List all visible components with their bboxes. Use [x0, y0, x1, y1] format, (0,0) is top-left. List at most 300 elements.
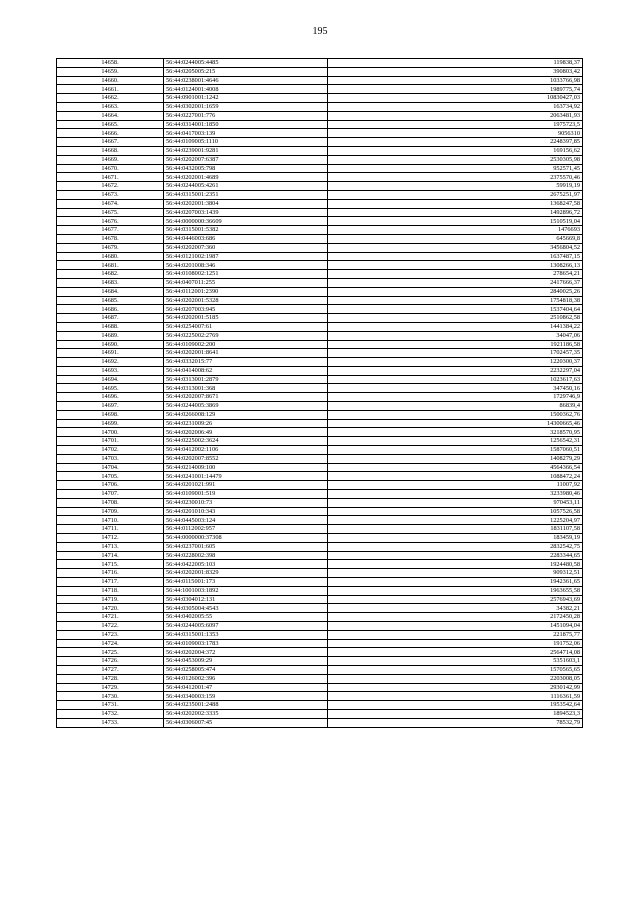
table-row — [57, 305, 583, 314]
cadastral-number-cell: 56:44:0314001:1850 — [164, 120, 328, 129]
table-row — [57, 569, 583, 578]
row-number-cell: 14713. — [57, 542, 164, 551]
cadastral-number-cell: 56:44:0112001:2390 — [164, 287, 328, 296]
table-row — [57, 718, 583, 727]
table-row — [57, 146, 583, 155]
row-number-cell: 14728. — [57, 674, 164, 683]
table-row — [57, 622, 583, 631]
row-number-cell: 14662. — [57, 94, 164, 103]
row-number-cell: 14717. — [57, 578, 164, 587]
cadastral-number-cell: 56:44:0302001:1659 — [164, 102, 328, 111]
cadastral-value-cell: 1942361,65 — [328, 578, 583, 587]
cadastral-number-cell: 56:44:0108002:1251 — [164, 270, 328, 279]
row-number-cell: 14708. — [57, 498, 164, 507]
table-row — [57, 525, 583, 534]
cadastral-value-cell: 909312,51 — [328, 569, 583, 578]
table-row — [57, 120, 583, 129]
cadastral-number-cell: 56:44:0306007:45 — [164, 718, 328, 727]
row-number-cell: 14658. — [57, 59, 164, 68]
row-number-cell: 14696. — [57, 393, 164, 402]
cadastral-value-cell: 3218570,95 — [328, 428, 583, 437]
cadastral-number-cell: 56:44:0407011:255 — [164, 278, 328, 287]
cadastral-value-cell: 390803,42 — [328, 67, 583, 76]
cadastral-value-cell: 1953542,64 — [328, 701, 583, 710]
cadastral-value-cell: 2564714,08 — [328, 648, 583, 657]
cadastral-value-cell: 2510862,58 — [328, 314, 583, 323]
cadastral-value-cell: 2930142,99 — [328, 683, 583, 692]
cadastral-number-cell: 56:44:0417003:139 — [164, 129, 328, 138]
cadastral-value-cell: 1989775,74 — [328, 85, 583, 94]
cadastral-number-cell: 56:44:0225002:3624 — [164, 437, 328, 446]
table-row — [57, 155, 583, 164]
cadastral-value-cell: 2283344,65 — [328, 551, 583, 560]
table-row — [57, 692, 583, 701]
cadastral-value-cell: 1921186,58 — [328, 340, 583, 349]
row-number-cell: 14681. — [57, 261, 164, 270]
table-row — [57, 340, 583, 349]
row-number-cell: 14667. — [57, 138, 164, 147]
cadastral-number-cell: 56:44:0126002:396 — [164, 674, 328, 683]
row-number-cell: 14724. — [57, 639, 164, 648]
row-number-cell: 14701. — [57, 437, 164, 446]
cadastral-value-cell: 1116361,59 — [328, 692, 583, 701]
row-number-cell: 14732. — [57, 709, 164, 718]
table-row — [57, 164, 583, 173]
cadastral-value-cell: 59919,19 — [328, 182, 583, 191]
cadastral-value-cell: 34382,21 — [328, 604, 583, 613]
table-row — [57, 586, 583, 595]
row-number-cell: 14679. — [57, 243, 164, 252]
cadastral-value-cell: 645669,8 — [328, 234, 583, 243]
cadastral-number-cell: 56:44:0202007:8671 — [164, 393, 328, 402]
cadastral-number-cell: 56:44:0124001:4008 — [164, 85, 328, 94]
cadastral-number-cell: 56:44:0422005:103 — [164, 560, 328, 569]
cadastral-value-cell: 1729746,9 — [328, 393, 583, 402]
row-number-cell: 14673. — [57, 190, 164, 199]
cadastral-number-cell: 56:44:0202006:49 — [164, 428, 328, 437]
row-number-cell: 14705. — [57, 472, 164, 481]
cadastral-value-cell: 3233980,46 — [328, 490, 583, 499]
cadastral-number-cell: 56:44:0304012:131 — [164, 595, 328, 604]
row-number-cell: 14666. — [57, 129, 164, 138]
cadastral-number-cell: 56:44:0332015:77 — [164, 358, 328, 367]
cadastral-number-cell: 56:44:0000000:36609 — [164, 217, 328, 226]
table-row — [57, 630, 583, 639]
cadastral-value-cell: 2576943,69 — [328, 595, 583, 604]
cadastral-number-cell: 56:44:0315001:5382 — [164, 226, 328, 235]
row-number-cell: 14670. — [57, 164, 164, 173]
cadastral-value-cell: 169156,62 — [328, 146, 583, 155]
cadastral-value-cell: 1537404,64 — [328, 305, 583, 314]
row-number-cell: 14659. — [57, 67, 164, 76]
cadastral-value-cell: 78532,79 — [328, 718, 583, 727]
cadastral-value-cell: 1587060,51 — [328, 446, 583, 455]
row-number-cell: 14661. — [57, 85, 164, 94]
cadastral-number-cell: 56:44:0254007:61 — [164, 322, 328, 331]
cadastral-number-cell: 56:44:0202001:8329 — [164, 569, 328, 578]
cadastral-value-cell: 1408279,29 — [328, 454, 583, 463]
cadastral-value-cell: 1975723,5 — [328, 120, 583, 129]
row-number-cell: 14689. — [57, 331, 164, 340]
cadastral-number-cell: 56:44:0202004:372 — [164, 648, 328, 657]
table-row — [57, 402, 583, 411]
row-number-cell: 14687. — [57, 314, 164, 323]
table-row — [57, 410, 583, 419]
cadastral-value-cell: 1220300,37 — [328, 358, 583, 367]
row-number-cell: 14682. — [57, 270, 164, 279]
table-row — [57, 314, 583, 323]
row-number-cell: 14663. — [57, 102, 164, 111]
row-number-cell: 14660. — [57, 76, 164, 85]
row-number-cell: 14688. — [57, 322, 164, 331]
cadastral-value-cell: 1963655,58 — [328, 586, 583, 595]
cadastral-value-cell: 1924480,58 — [328, 560, 583, 569]
cadastral-value-cell: 2417666,37 — [328, 278, 583, 287]
cadastral-value-cell: 1831107,58 — [328, 525, 583, 534]
cadastral-number-cell: 56:44:0201008:346 — [164, 261, 328, 270]
table-row — [57, 322, 583, 331]
table-row — [57, 507, 583, 516]
cadastral-value-cell: 1702457,35 — [328, 349, 583, 358]
table-row — [57, 217, 583, 226]
cadastral-number-cell: 56:44:0266008:129 — [164, 410, 328, 419]
cadastral-value-cell: 2375570,46 — [328, 173, 583, 182]
cadastral-value-cell: 3456804,52 — [328, 243, 583, 252]
row-number-cell: 14731. — [57, 701, 164, 710]
row-number-cell: 14665. — [57, 120, 164, 129]
row-number-cell: 14709. — [57, 507, 164, 516]
cadastral-number-cell: 56:44:0109005:1110 — [164, 138, 328, 147]
cadastral-value-cell: 2832542,75 — [328, 542, 583, 551]
cadastral-number-cell: 56:44:0412001:47 — [164, 683, 328, 692]
cadastral-value-cell: 1492896,72 — [328, 208, 583, 217]
row-number-cell: 14691. — [57, 349, 164, 358]
cadastral-value-cell: 2840025,26 — [328, 287, 583, 296]
table-row — [57, 613, 583, 622]
cadastral-value-cell: 9056310 — [328, 129, 583, 138]
row-number-cell: 14698. — [57, 410, 164, 419]
registry-table-body — [57, 59, 583, 728]
table-row — [57, 534, 583, 543]
table-row — [57, 701, 583, 710]
cadastral-number-cell: 56:44:0238001:4646 — [164, 76, 328, 85]
cadastral-value-cell: 1476693 — [328, 226, 583, 235]
cadastral-value-cell: 163734,92 — [328, 102, 583, 111]
cadastral-value-cell: 10830427,03 — [328, 94, 583, 103]
cadastral-value-cell: 2675251,97 — [328, 190, 583, 199]
cadastral-value-cell: 1256542,31 — [328, 437, 583, 446]
table-row — [57, 542, 583, 551]
cadastral-number-cell: 56:44:0244005:3869 — [164, 402, 328, 411]
cadastral-value-cell: 347450,16 — [328, 384, 583, 393]
cadastral-value-cell: 278654,21 — [328, 270, 583, 279]
cadastral-number-cell: 56:44:0202007:360 — [164, 243, 328, 252]
table-row — [57, 270, 583, 279]
table-row — [57, 296, 583, 305]
row-number-cell: 14727. — [57, 665, 164, 674]
cadastral-number-cell: 56:44:0225002:2769 — [164, 331, 328, 340]
cadastral-number-cell: 56:44:0109003:1783 — [164, 639, 328, 648]
cadastral-number-cell: 56:44:0315001:2351 — [164, 190, 328, 199]
row-number-cell: 14676. — [57, 217, 164, 226]
table-row — [57, 261, 583, 270]
cadastral-value-cell: 970453,11 — [328, 498, 583, 507]
row-number-cell: 14674. — [57, 199, 164, 208]
row-number-cell: 14704. — [57, 463, 164, 472]
table-row — [57, 490, 583, 499]
table-row — [57, 278, 583, 287]
table-row — [57, 560, 583, 569]
cadastral-value-cell: 1368247,58 — [328, 199, 583, 208]
cadastral-number-cell: 56:44:0231009:26 — [164, 419, 328, 428]
table-row — [57, 463, 583, 472]
table-row — [57, 648, 583, 657]
table-row — [57, 59, 583, 68]
row-number-cell: 14719. — [57, 595, 164, 604]
cadastral-value-cell: 4564366,54 — [328, 463, 583, 472]
table-row — [57, 243, 583, 252]
table-row — [57, 639, 583, 648]
cadastral-number-cell: 56:44:0109001:519 — [164, 490, 328, 499]
cadastral-value-cell: 2530305,98 — [328, 155, 583, 164]
cadastral-number-cell: 56:44:0202002:3335 — [164, 709, 328, 718]
cadastral-number-cell: 56:44:0227001:776 — [164, 111, 328, 120]
row-number-cell: 14695. — [57, 384, 164, 393]
row-number-cell: 14703. — [57, 454, 164, 463]
row-number-cell: 14699. — [57, 419, 164, 428]
row-number-cell: 14671. — [57, 173, 164, 182]
table-row — [57, 551, 583, 560]
cadastral-number-cell: 56:44:0901001:1242 — [164, 94, 328, 103]
row-number-cell: 14697. — [57, 402, 164, 411]
cadastral-number-cell: 56:44:0412002:1106 — [164, 446, 328, 455]
row-number-cell: 14683. — [57, 278, 164, 287]
cadastral-number-cell: 56:44:0244005:4261 — [164, 182, 328, 191]
table-row — [57, 111, 583, 120]
row-number-cell: 14677. — [57, 226, 164, 235]
table-row — [57, 199, 583, 208]
cadastral-number-cell: 56:44:0201010:343 — [164, 507, 328, 516]
row-number-cell: 14690. — [57, 340, 164, 349]
table-row — [57, 446, 583, 455]
cadastral-number-cell: 56:44:0241001:14479 — [164, 472, 328, 481]
row-number-cell: 14694. — [57, 375, 164, 384]
table-row — [57, 472, 583, 481]
cadastral-number-cell: 56:44:0402005:55 — [164, 613, 328, 622]
cadastral-number-cell: 56:44:0214009:100 — [164, 463, 328, 472]
row-number-cell: 14720. — [57, 604, 164, 613]
row-number-cell: 14668. — [57, 146, 164, 155]
table-row — [57, 683, 583, 692]
row-number-cell: 14686. — [57, 305, 164, 314]
table-row — [57, 384, 583, 393]
table-row — [57, 102, 583, 111]
cadastral-value-cell: 11007,92 — [328, 481, 583, 490]
row-number-cell: 14722. — [57, 622, 164, 631]
table-row — [57, 498, 583, 507]
cadastral-value-cell: 1894523,3 — [328, 709, 583, 718]
table-row — [57, 709, 583, 718]
cadastral-value-cell: 2203008,05 — [328, 674, 583, 683]
table-row — [57, 138, 583, 147]
cadastral-number-cell: 56:44:0244005:4485 — [164, 59, 328, 68]
table-row — [57, 67, 583, 76]
cadastral-number-cell: 56:44:0115001:173 — [164, 578, 328, 587]
cadastral-number-cell: 56:44:0230010:73 — [164, 498, 328, 507]
row-number-cell: 14684. — [57, 287, 164, 296]
table-row — [57, 287, 583, 296]
cadastral-value-cell: 1510519,04 — [328, 217, 583, 226]
row-number-cell: 14672. — [57, 182, 164, 191]
table-row — [57, 674, 583, 683]
cadastral-number-cell: 56:44:0305004:4543 — [164, 604, 328, 613]
row-number-cell: 14707. — [57, 490, 164, 499]
cadastral-value-cell: 191752,06 — [328, 639, 583, 648]
cadastral-number-cell: 56:44:1001003:1892 — [164, 586, 328, 595]
cadastral-value-cell: 1451094,04 — [328, 622, 583, 631]
row-number-cell: 14712. — [57, 534, 164, 543]
table-row — [57, 226, 583, 235]
table-row — [57, 85, 583, 94]
cadastral-value-cell: 86839,4 — [328, 402, 583, 411]
table-row — [57, 94, 583, 103]
cadastral-value-cell: 1754818,38 — [328, 296, 583, 305]
cadastral-number-cell: 56:44:0414008:62 — [164, 366, 328, 375]
cadastral-number-cell: 56:44:0445003:124 — [164, 516, 328, 525]
cadastral-number-cell: 56:44:0315001:1353 — [164, 630, 328, 639]
table-row — [57, 665, 583, 674]
row-number-cell: 14715. — [57, 560, 164, 569]
cadastral-number-cell: 56:44:0202001:3804 — [164, 199, 328, 208]
cadastral-value-cell: 2248397,85 — [328, 138, 583, 147]
table-row — [57, 252, 583, 261]
cadastral-number-cell: 56:44:0258005:474 — [164, 665, 328, 674]
table-row — [57, 604, 583, 613]
table-row — [57, 375, 583, 384]
row-number-cell: 14729. — [57, 683, 164, 692]
cadastral-number-cell: 56:44:0202001:5185 — [164, 314, 328, 323]
cadastral-number-cell: 56:44:0244005:6097 — [164, 622, 328, 631]
row-number-cell: 14723. — [57, 630, 164, 639]
table-row — [57, 454, 583, 463]
row-number-cell: 14680. — [57, 252, 164, 261]
cadastral-value-cell: 2232297,04 — [328, 366, 583, 375]
row-number-cell: 14710. — [57, 516, 164, 525]
cadastral-value-cell: 14300665,46 — [328, 419, 583, 428]
cadastral-value-cell: 221875,77 — [328, 630, 583, 639]
cadastral-value-cell: 5351603,1 — [328, 657, 583, 666]
row-number-cell: 14714. — [57, 551, 164, 560]
table-row — [57, 190, 583, 199]
table-row — [57, 578, 583, 587]
cadastral-number-cell: 56:44:0237001:605 — [164, 542, 328, 551]
table-row — [57, 358, 583, 367]
table-row — [57, 182, 583, 191]
cadastral-number-cell: 56:44:0202001:4689 — [164, 173, 328, 182]
row-number-cell: 14718. — [57, 586, 164, 595]
table-row — [57, 76, 583, 85]
row-number-cell: 14730. — [57, 692, 164, 701]
row-number-cell: 14693. — [57, 366, 164, 375]
table-row — [57, 349, 583, 358]
row-number-cell: 14678. — [57, 234, 164, 243]
row-number-cell: 14716. — [57, 569, 164, 578]
cadastral-value-cell: 1570565,65 — [328, 665, 583, 674]
cadastral-number-cell: 56:44:0207003:945 — [164, 305, 328, 314]
cadastral-value-cell: 183459,19 — [328, 534, 583, 543]
registry-table — [56, 58, 583, 728]
cadastral-number-cell: 56:44:0446003:686 — [164, 234, 328, 243]
row-number-cell: 14725. — [57, 648, 164, 657]
cadastral-number-cell: 56:44:0202007:8552 — [164, 454, 328, 463]
cadastral-value-cell: 1637487,15 — [328, 252, 583, 261]
cadastral-value-cell: 1500362,76 — [328, 410, 583, 419]
cadastral-number-cell: 56:44:0207003:1439 — [164, 208, 328, 217]
table-row — [57, 173, 583, 182]
row-number-cell: 14692. — [57, 358, 164, 367]
row-number-cell: 14685. — [57, 296, 164, 305]
cadastral-value-cell: 1441384,22 — [328, 322, 583, 331]
cadastral-number-cell: 56:44:0121002:1987 — [164, 252, 328, 261]
row-number-cell: 14702. — [57, 446, 164, 455]
cadastral-number-cell: 56:44:0202007:6387 — [164, 155, 328, 164]
cadastral-number-cell: 56:44:0340003:159 — [164, 692, 328, 701]
cadastral-value-cell: 1308266,13 — [328, 261, 583, 270]
table-row — [57, 419, 583, 428]
cadastral-value-cell: 1033766,98 — [328, 76, 583, 85]
cadastral-number-cell: 56:44:0432005:798 — [164, 164, 328, 173]
cadastral-value-cell: 2063481,93 — [328, 111, 583, 120]
page-number: 195 — [312, 26, 328, 37]
cadastral-value-cell: 119838,37 — [328, 59, 583, 68]
cadastral-number-cell: 56:44:0228002:398 — [164, 551, 328, 560]
cadastral-number-cell: 56:44:0239001:9281 — [164, 146, 328, 155]
cadastral-number-cell: 56:44:0205005:215 — [164, 67, 328, 76]
row-number-cell: 14675. — [57, 208, 164, 217]
table-row — [57, 595, 583, 604]
table-row — [57, 428, 583, 437]
row-number-cell: 14669. — [57, 155, 164, 164]
cadastral-value-cell: 1057526,58 — [328, 507, 583, 516]
row-number-cell: 14721. — [57, 613, 164, 622]
table-row — [57, 208, 583, 217]
cadastral-number-cell: 56:44:0109002:200 — [164, 340, 328, 349]
table-row — [57, 437, 583, 446]
row-number-cell: 14664. — [57, 111, 164, 120]
cadastral-value-cell: 34047,06 — [328, 331, 583, 340]
cadastral-value-cell: 952571,45 — [328, 164, 583, 173]
cadastral-number-cell: 56:44:0313001:2879 — [164, 375, 328, 384]
row-number-cell: 14700. — [57, 428, 164, 437]
row-number-cell: 14706. — [57, 481, 164, 490]
table-row — [57, 657, 583, 666]
cadastral-value-cell: 2172450,28 — [328, 613, 583, 622]
table-row — [57, 129, 583, 138]
cadastral-number-cell: 56:44:0201021:991 — [164, 481, 328, 490]
table-row — [57, 331, 583, 340]
cadastral-number-cell: 56:44:0202001:5328 — [164, 296, 328, 305]
table-row — [57, 234, 583, 243]
cadastral-number-cell: 56:44:0313001:368 — [164, 384, 328, 393]
row-number-cell: 14733. — [57, 718, 164, 727]
row-number-cell: 14711. — [57, 525, 164, 534]
table-row — [57, 516, 583, 525]
table-row — [57, 393, 583, 402]
cadastral-value-cell: 1023617,63 — [328, 375, 583, 384]
cadastral-number-cell: 56:44:0453009:29 — [164, 657, 328, 666]
row-number-cell: 14726. — [57, 657, 164, 666]
cadastral-value-cell: 1088472,24 — [328, 472, 583, 481]
